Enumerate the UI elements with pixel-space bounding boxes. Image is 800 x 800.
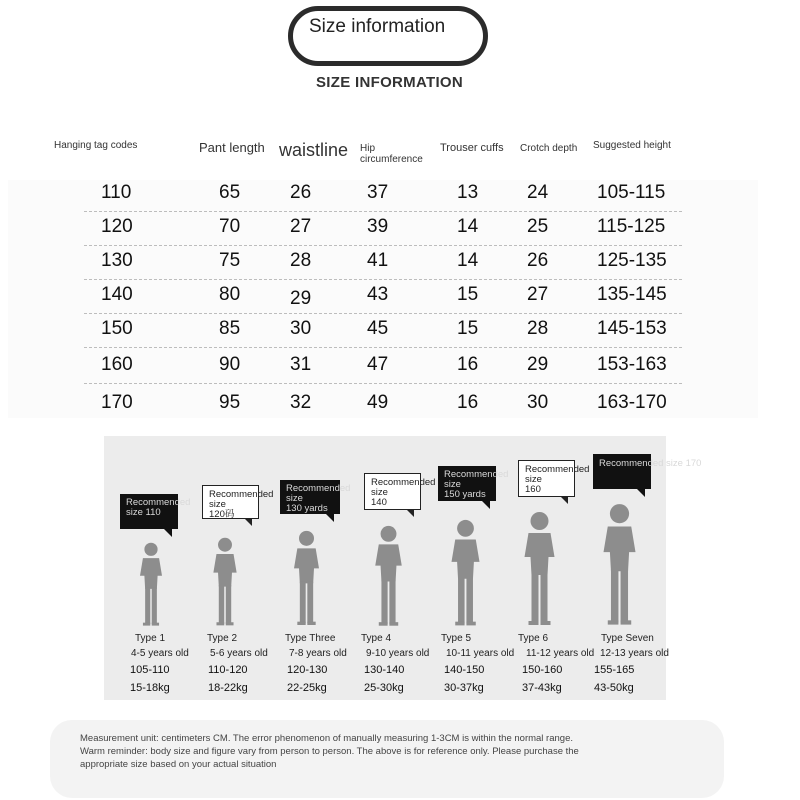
child-silhouette-4 <box>369 525 408 631</box>
cell-hip: 39 <box>367 216 389 237</box>
bubble-text: 120码 <box>209 509 235 520</box>
figure-age-label: 4-5 years old <box>131 648 189 659</box>
recommend-bubble-7 <box>593 454 702 489</box>
bubble-text: 160 <box>525 484 541 495</box>
note-line: appropriate size based on your actual situation <box>80 759 277 770</box>
bubble-text: size 110 <box>126 507 161 518</box>
recommend-bubble-3 <box>280 480 351 514</box>
cell-pant-length: 95 <box>219 392 241 413</box>
cell-cuffs: 16 <box>457 392 479 413</box>
child-silhouette-icon <box>597 503 642 631</box>
page-title: Size information <box>309 16 446 37</box>
cell-tag-code: 150 <box>101 318 133 339</box>
recommend-bubble-5 <box>438 466 509 501</box>
cell-crotch-depth: 27 <box>527 284 549 305</box>
cell-tag-code: 130 <box>101 250 133 271</box>
figure-height-range: 155-165 <box>594 664 635 676</box>
cell-tag-code: 160 <box>101 354 133 375</box>
cell-suggested-height: 105-115 <box>597 182 666 203</box>
cell-pant-length: 70 <box>219 216 241 237</box>
cell-cuffs: 16 <box>457 354 479 375</box>
figure-weight-range: 15-18kg <box>130 682 170 694</box>
cell-tag-code: 110 <box>101 182 132 203</box>
header-hip-circumference: Hip circumference <box>360 143 423 165</box>
cell-suggested-height: 115-125 <box>597 216 666 237</box>
figure-age-label: 10-11 years old <box>446 648 515 659</box>
table-row <box>0 390 800 424</box>
child-silhouette-icon <box>445 519 486 631</box>
cell-cuffs: 14 <box>457 250 479 271</box>
bubble-tail <box>637 489 645 497</box>
table-row <box>0 248 800 282</box>
child-silhouette-3 <box>288 530 325 630</box>
figure-height-range: 110-120 <box>208 664 248 676</box>
cell-waistline: 26 <box>290 182 312 203</box>
cell-tag-code: 170 <box>101 392 133 413</box>
row-divider <box>84 279 682 280</box>
cell-hip: 37 <box>367 182 389 203</box>
table-row <box>0 282 800 316</box>
cell-tag-code: 120 <box>101 216 133 237</box>
child-silhouette-6 <box>518 511 561 631</box>
bubble-text: 130 yards <box>286 503 328 514</box>
figure-weight-range: 30-37kg <box>444 682 484 694</box>
cell-suggested-height: 163-170 <box>597 392 667 413</box>
bubble-tail <box>326 514 334 522</box>
header-waistline: waistline <box>279 140 349 160</box>
cell-crotch-depth: 24 <box>527 182 549 203</box>
bubble-text: Recommended <box>126 497 191 508</box>
cell-cuffs: 13 <box>457 182 479 203</box>
header-crotch-depth: Crotch depth <box>520 143 578 154</box>
figure-weight-range: 18-22kg <box>208 682 248 694</box>
cell-cuffs: 15 <box>457 318 479 339</box>
cell-crotch-depth: 29 <box>527 354 549 375</box>
figure-height-range: 150-160 <box>522 664 563 676</box>
bubble-text: 140 <box>371 497 387 508</box>
figure-type-label: Type 5 <box>441 633 472 644</box>
recommend-bubble-1 <box>120 494 191 529</box>
bubble-text: Recommended size <box>525 464 590 485</box>
cell-hip: 47 <box>367 354 389 375</box>
cell-suggested-height: 145-153 <box>597 318 667 339</box>
figure-type-label: Type 4 <box>361 633 392 644</box>
child-silhouette-7 <box>597 503 642 631</box>
recommend-bubble-2 <box>202 485 274 520</box>
figure-type-label: Type 1 <box>135 633 166 644</box>
figure-type-label: Type Three <box>285 633 336 644</box>
child-silhouette-icon <box>136 542 166 630</box>
child-silhouette-2 <box>208 537 242 630</box>
child-silhouette-5 <box>445 519 486 631</box>
cell-suggested-height: 135-145 <box>597 284 667 305</box>
figure-height-range: 130-140 <box>364 664 405 676</box>
cell-crotch-depth: 25 <box>527 216 549 237</box>
row-divider <box>84 347 682 348</box>
cell-hip: 49 <box>367 392 389 413</box>
figure-weight-range: 43-50kg <box>594 682 634 694</box>
bubble-text: Recommended size 170 <box>599 458 702 469</box>
recommend-bubble-6 <box>518 460 590 497</box>
bubble-text: Recommended size <box>371 477 436 498</box>
table-row <box>0 352 800 386</box>
cell-pant-length: 65 <box>219 182 241 203</box>
table-row <box>0 214 800 248</box>
child-silhouette-icon <box>518 511 561 631</box>
cell-crotch-depth: 30 <box>527 392 549 413</box>
cell-waistline: 30 <box>290 318 312 339</box>
bubble-tail <box>560 496 568 504</box>
header-hanging-tag-codes: Hanging tag codes <box>54 140 138 151</box>
cell-hip: 41 <box>367 250 389 271</box>
header-trouser-cuffs: Trouser cuffs <box>440 142 504 154</box>
bubble-tail <box>244 518 252 526</box>
cell-tag-code: 140 <box>101 284 133 305</box>
cell-waistline: 27 <box>290 216 312 237</box>
row-divider <box>84 313 682 314</box>
bubble-text: Recommended size <box>286 483 351 504</box>
title-badge <box>288 6 488 66</box>
figure-type-label: Type Seven <box>601 633 654 644</box>
cell-waistline: 31 <box>290 354 312 375</box>
figure-weight-range: 37-43kg <box>522 682 562 694</box>
cell-suggested-height: 125-135 <box>597 250 667 271</box>
figure-age-label: 12-13 years old <box>600 648 669 659</box>
figure-age-label: 9-10 years old <box>366 648 430 659</box>
child-silhouette-icon <box>369 525 408 631</box>
cell-crotch-depth: 28 <box>527 318 549 339</box>
bubble-tail <box>164 529 172 537</box>
bubble-text: 150 yards <box>444 489 486 500</box>
cell-pant-length: 80 <box>219 284 241 305</box>
figure-height-range: 105-110 <box>130 664 170 676</box>
bubble-text: Recommended size <box>444 469 509 490</box>
figure-type-label: Type 2 <box>207 633 238 644</box>
figure-height-range: 120-130 <box>287 664 328 676</box>
bubble-tail <box>482 501 490 509</box>
cell-cuffs: 15 <box>457 284 479 305</box>
cell-waistline: 28 <box>290 250 312 271</box>
header-pant-length: Pant length <box>199 140 265 155</box>
figure-weight-range: 22-25kg <box>287 682 327 694</box>
row-divider <box>84 245 682 246</box>
cell-pant-length: 85 <box>219 318 241 339</box>
measurement-note <box>50 720 724 798</box>
figure-age-label: 7-8 years old <box>289 648 347 659</box>
cell-suggested-height: 153-163 <box>597 354 667 375</box>
cell-cuffs: 14 <box>457 216 479 237</box>
cell-waistline: 32 <box>290 392 312 413</box>
table-row <box>0 180 800 214</box>
cell-pant-length: 75 <box>219 250 241 271</box>
figure-height-range: 140-150 <box>444 664 485 676</box>
page-subtitle: SIZE INFORMATION <box>316 74 464 91</box>
bubble-tail <box>406 509 414 517</box>
cell-pant-length: 90 <box>219 354 241 375</box>
child-silhouette-icon <box>208 537 242 630</box>
figure-type-label: Type 6 <box>518 633 549 644</box>
cell-hip: 45 <box>367 318 389 339</box>
row-divider <box>84 383 682 384</box>
row-divider <box>84 211 682 212</box>
child-silhouette-1 <box>136 542 166 630</box>
table-row <box>0 316 800 350</box>
figure-age-label: 11-12 years old <box>526 648 595 659</box>
recommend-bubble-4 <box>364 473 436 510</box>
cell-waistline: 29 <box>290 288 312 309</box>
note-line: Warm reminder: body size and figure vary from person to person. The above is for reference only. Please purchase the <box>80 746 579 757</box>
child-silhouette-icon <box>288 530 325 630</box>
cell-crotch-depth: 26 <box>527 250 549 271</box>
figure-weight-range: 25-30kg <box>364 682 404 694</box>
note-line: Measurement unit: centimeters CM. The error phenomenon of manually measuring 1-3CM is within the normal range. <box>80 733 573 744</box>
header-suggested-height: Suggested height <box>593 140 671 151</box>
figure-age-label: 5-6 years old <box>210 648 268 659</box>
bubble-text: Recommended size <box>209 489 274 510</box>
cell-hip: 43 <box>367 284 389 305</box>
